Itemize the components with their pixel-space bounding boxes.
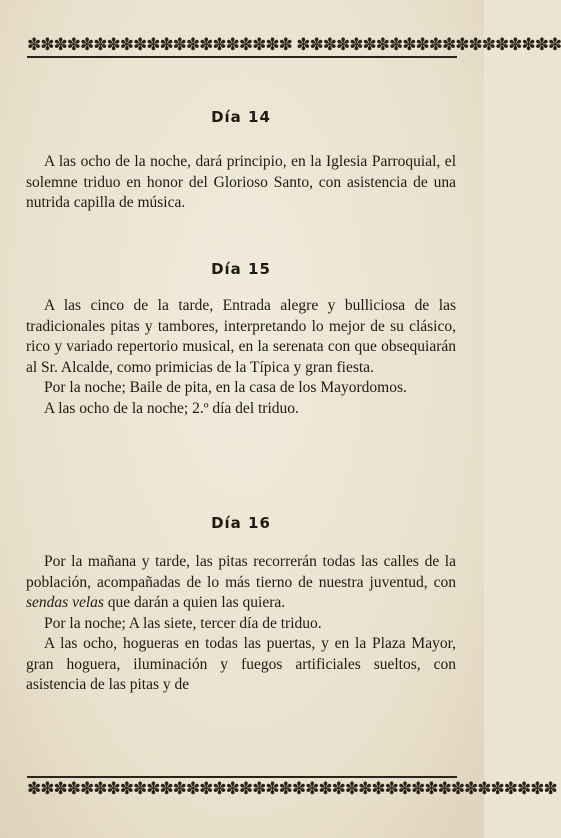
day-15-paragraph-3: A las ocho de la noche; 2.º día del triduo. bbox=[44, 399, 299, 417]
day-15-paragraph-2: Por la noche; Baile de pita, en la casa de los Mayordomos. bbox=[44, 379, 407, 396]
day-16-text-after: que darán a quien las quiera. bbox=[103, 594, 286, 611]
top-border-rule bbox=[27, 56, 457, 58]
bottom-ornament-row: ✽✽✽✽✽✽✽✽✽✽✽✽✽✽✽✽✽✽✽✽✽✽✽✽✽✽✽✽✽✽✽✽✽✽✽✽✽✽✽✽ bbox=[27, 779, 557, 799]
day-14-heading: Día 14 bbox=[211, 108, 271, 126]
day-16-heading: Día 16 bbox=[211, 514, 271, 532]
top-ornament-row bbox=[27, 34, 561, 56]
top-ornament-left: ✽✽✽✽✽✽✽✽✽✽✽✽✽✽✽✽✽✽✽✽ bbox=[27, 35, 292, 55]
day-16-body bbox=[26, 552, 456, 696]
bottom-ornamental-border bbox=[22, 772, 557, 804]
day-15-body bbox=[26, 296, 456, 419]
day-15-paragraph-1: A las cinco de la tarde, Entrada alegre y bulliciosa de las tradicionales pitas y tambores, interpretando lo mejor de su clásico, rico y variado repertorio musical, en la serenata con que obsequiarán al Sr. Alcalde, como primicias de la Típica y gran fiesta. bbox=[26, 297, 456, 376]
day-16-paragraph-3: A las ocho, hogueras en todas las puertas, y en la Plaza Mayor, gran hoguera, iluminación y fuegos artificiales sueltos, con asistencia de las pitas y de bbox=[26, 635, 456, 693]
day-16-paragraph-2: Por la noche; A las siete, tercer día de triduo. bbox=[44, 614, 322, 632]
day-16-text-before: Por la mañana y tarde, las pitas recorrerán todas las calles de la población, acompañadas de lo más tierno de nuestra juventud, con bbox=[26, 553, 456, 591]
top-ornament-right: ✽✽✽✽✽✽✽✽✽✽✽✽✽✽✽✽✽✽✽✽ bbox=[296, 35, 561, 55]
day-16-paragraph-1 bbox=[26, 552, 456, 614]
day-14-body bbox=[26, 152, 456, 214]
top-ornamental-border bbox=[22, 30, 561, 62]
day-14-paragraph: A las ocho de la noche, dará principio, en la Iglesia Parroquial, el solemne triduo en honor del Glorioso Santo, con asistencia de una nutrida capilla de música. bbox=[26, 153, 456, 211]
day-16-italic-phrase: sendas velas bbox=[26, 594, 104, 611]
day-15-heading: Día 15 bbox=[211, 260, 271, 278]
